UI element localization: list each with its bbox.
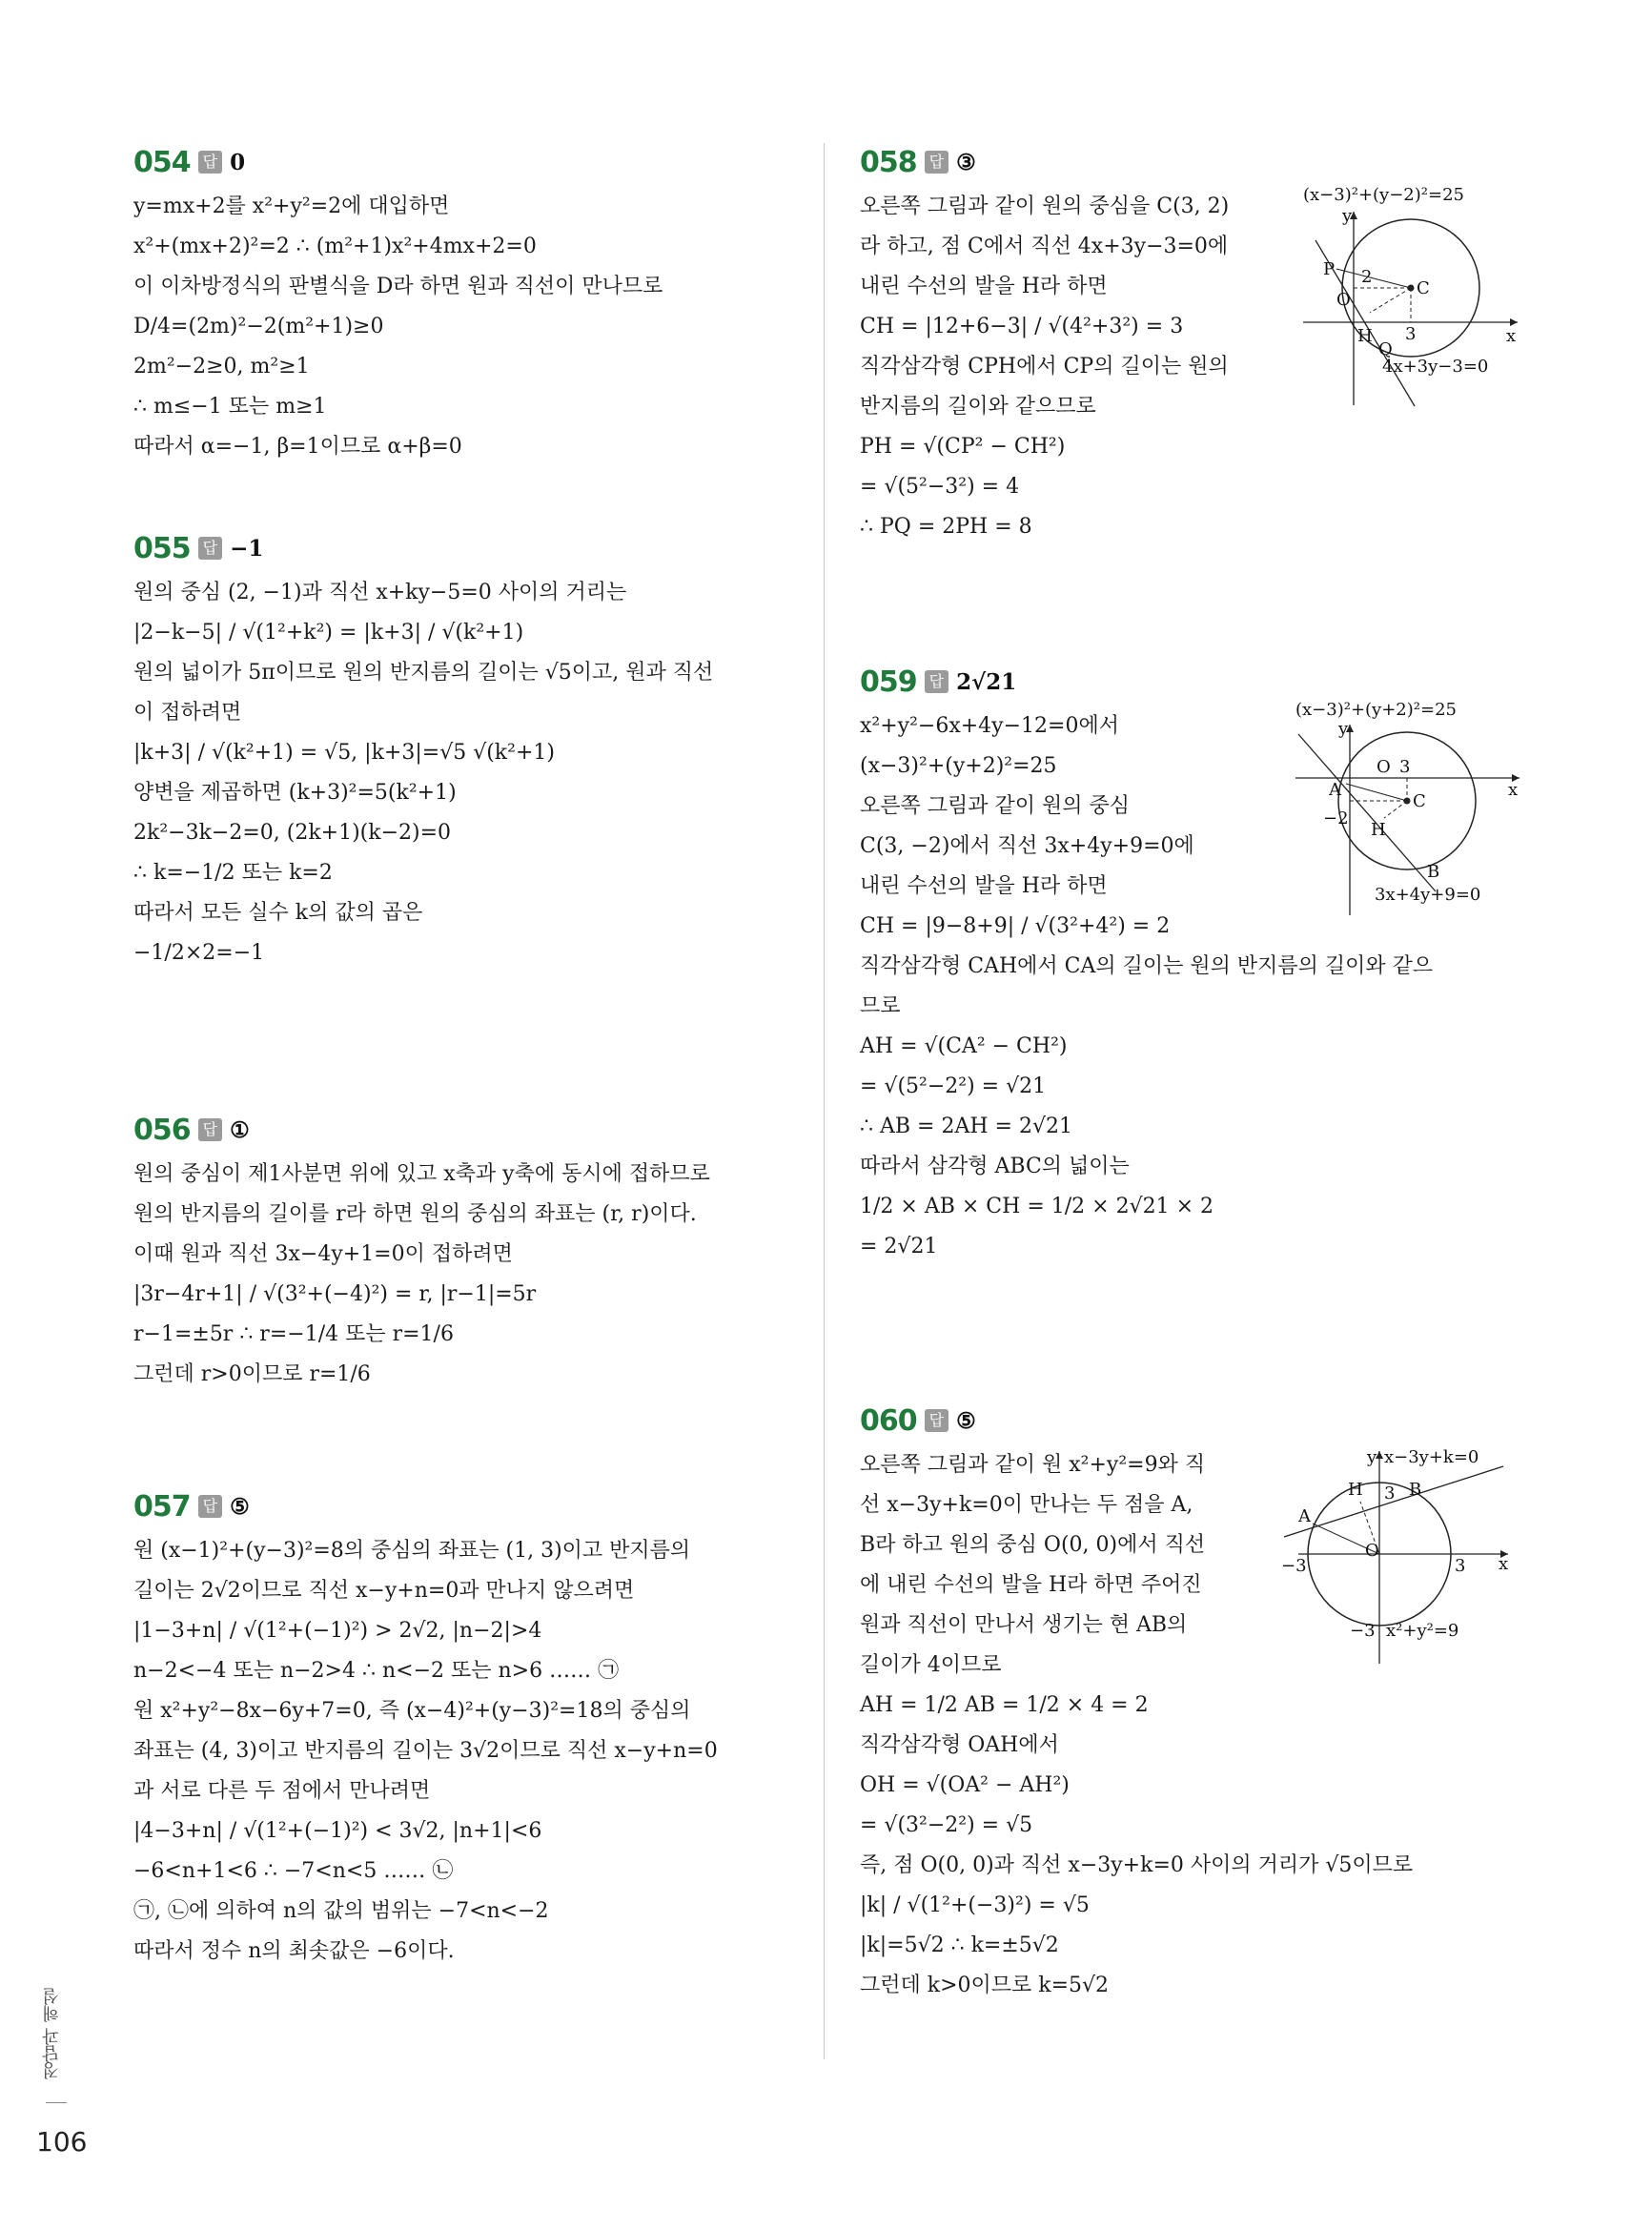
solution-line: 양변을 제곱하면 (k+3)²=5(k²+1) (133, 781, 457, 805)
solution-line: 반지름의 길이와 같으므로 (860, 395, 1096, 419)
solution-line: 원 x²+y²−8x−6y+7=0, 즉 (x−4)²+(y−3)²=18의 중심의 (133, 1699, 691, 1723)
solution-line: (x−3)²+(y+2)²=25 (860, 754, 1057, 778)
solution-line: 직각삼각형 CAH에서 CA의 길이는 원의 반지름의 길이와 같으 (860, 954, 1434, 978)
line-3x4y (1298, 734, 1436, 891)
solution-line: AH = 1/2 AB = 1/2 × 4 = 2 (860, 1693, 1149, 1717)
solution-line: = 2√21 (860, 1235, 938, 1258)
solution-line: |2−k−5| / √(1²+k²) = |k+3| / √(k²+1) (133, 621, 524, 644)
problem-header (133, 529, 791, 567)
origin-label: O (1365, 1541, 1379, 1561)
x-axis-label: x (1508, 780, 1519, 800)
answer-value: ⑤ (956, 1407, 976, 1434)
solution-line: |k|=5√2 ∴ k=±5√2 (860, 1933, 1059, 1957)
point-C-label: C (1417, 278, 1430, 298)
solution-line: = √(3²−2²) = √5 (860, 1813, 1033, 1837)
point-A-label: A (1329, 780, 1341, 800)
answer-value: 2√21 (956, 668, 1017, 695)
tick-label-3: 3 (1405, 324, 1417, 344)
problem-058 (860, 143, 1527, 547)
answer-tag: 답 (925, 670, 948, 693)
x-axis-label: x (1506, 326, 1517, 346)
solution-line: 내린 수선의 발을 H라 하면 (860, 874, 1108, 898)
problem-header (133, 143, 791, 181)
solution-line: 따라서 정수 n의 최솟값은 −6이다. (133, 1939, 455, 1963)
problem-056 (133, 1111, 791, 1395)
solution-line: x²+(mx+2)²=2 ∴ (m²+1)x²+4mx+2=0 (133, 235, 537, 258)
solution-line: 2m²−2≥0, m²≥1 (133, 355, 310, 378)
point-H-label: H (1357, 326, 1373, 346)
solution-line: OH = √(OA² − AH²) (860, 1773, 1070, 1797)
answer-value: ③ (956, 149, 976, 175)
point-C-label: C (1413, 791, 1426, 811)
solution-line: B라 하고 원의 중심 O(0, 0)에서 직선 (860, 1533, 1206, 1557)
solution-line: 내린 수선의 발을 H라 하면 (860, 275, 1108, 298)
solution-line: |1−3+n| / √(1²+(−1)²) > 2√2, |n−2|>4 (133, 1619, 542, 1643)
solution-line: PH = √(CP² − CH²) (860, 435, 1066, 459)
solution-line: 좌표는 (4, 3)이고 반지름의 길이는 3√2이므로 직선 x−y+n=0 (133, 1739, 718, 1763)
problem-header (133, 1487, 791, 1525)
solution-line: 이 이차방정식의 판별식을 D라 하면 원과 직선이 만나므로 (133, 275, 663, 298)
circle-equation-label: (x−3)²+(y−2)²=25 (1303, 185, 1464, 205)
solution-line: 그런데 k>0이므로 k=5√2 (860, 1974, 1110, 1997)
solution-line: |3r−4r+1| / √(3²+(−4)²) = r, |r−1|=5r (133, 1282, 537, 1306)
y-axis-label: y (1342, 206, 1353, 226)
solution-line: 따라서 α=−1, β=1이므로 α+β=0 (133, 435, 462, 459)
answer-tag: 답 (198, 1118, 222, 1141)
solution-line: 길이가 4이므로 (860, 1653, 1002, 1677)
solution-line: |k+3| / √(k²+1) = √5, |k+3|=√5 √(k²+1) (133, 741, 555, 765)
solution-line: 직각삼각형 OAH에서 (860, 1733, 1059, 1757)
problem-059 (860, 663, 1527, 1267)
column-divider (824, 143, 825, 2059)
footer-divider (46, 2102, 67, 2103)
figure-058-circle-line (1298, 181, 1522, 410)
solution-line: ∴ AB = 2AH = 2√21 (860, 1115, 1072, 1138)
solution-line: 에 내린 수선의 발을 H라 하면 주어진 (860, 1573, 1202, 1597)
solution-line: 이 접하려면 (133, 701, 242, 725)
problem-054 (133, 143, 791, 467)
answer-value: ① (230, 1116, 250, 1143)
x-axis-arrow-icon (1510, 318, 1518, 326)
tick-label-minus-3-bottom: −3 (1350, 1621, 1376, 1641)
tick-label-minus-3-left: −3 (1281, 1556, 1307, 1576)
page-number: 106 (36, 2126, 88, 2158)
problem-number: 056 (133, 1113, 191, 1147)
origin-label: O (1336, 290, 1351, 310)
solution-line: y=mx+2를 x²+y²=2에 대입하면 (133, 194, 450, 218)
problem-number: 054 (133, 145, 191, 179)
tick-label-3-right: 3 (1455, 1556, 1466, 1576)
segment-CA (1346, 784, 1407, 801)
answer-tag: 답 (198, 1495, 222, 1518)
solution-line: 오른쪽 그림과 같이 원의 중심을 C(3, 2) (860, 194, 1230, 218)
solution-line: 라 하고, 점 C에서 직선 4x+3y−3=0에 (860, 235, 1229, 258)
solution-line: CH = |9−8+9| / √(3²+4²) = 2 (860, 914, 1171, 938)
point-Q-label: Q (1378, 339, 1393, 359)
solution-line: 오른쪽 그림과 같이 원 x²+y²=9와 직 (860, 1453, 1206, 1477)
side-label-text: 정답과 해설 (42, 1988, 62, 2079)
line-equation-label: 4x+3y−3=0 (1382, 357, 1489, 377)
solution-line: 따라서 모든 실수 k의 값의 곱은 (133, 901, 423, 925)
solution-line: 즉, 점 O(0, 0)과 직선 x−3y+k=0 사이의 거리가 √5이므로 (860, 1853, 1414, 1877)
solution-line: ∴ PQ = 2PH = 8 (860, 515, 1032, 539)
solution-line: ∴ k=−1/2 또는 k=2 (133, 861, 333, 885)
answer-value: 0 (230, 149, 246, 175)
center-point (1408, 285, 1415, 292)
figure-060-circle-line (1279, 1449, 1522, 1678)
answer-tag: 답 (198, 151, 222, 174)
solution-line: −1/2×2=−1 (133, 941, 265, 965)
solution-line: 원의 넓이가 5π이므로 원의 반지름의 길이는 √5이고, 원과 직선 (133, 661, 714, 685)
tick-label-2: 2 (1361, 267, 1373, 287)
solution-line: 이때 원과 직선 3x−4y+1=0이 접하려면 (133, 1242, 513, 1266)
solution-line: x²+y²−6x+4y−12=0에서 (860, 714, 1119, 738)
circle-equation-label: (x−3)²+(y+2)²=25 (1295, 700, 1457, 720)
segment-CH (1370, 288, 1411, 313)
solution-line: 원의 중심이 제1사분면 위에 있고 x축과 y축에 동시에 접하므로 (133, 1162, 710, 1186)
tick-label-3-top: 3 (1384, 1483, 1396, 1504)
point-P-label: P (1323, 259, 1336, 279)
problem-number: 060 (860, 1403, 917, 1438)
solution-line: 과 서로 다른 두 점에서 만나려면 (133, 1779, 431, 1803)
answer-tag: 답 (925, 151, 948, 174)
y-axis-label: y (1367, 1449, 1377, 1467)
solution-line: 직각삼각형 CPH에서 CP의 길이는 원의 (860, 355, 1229, 378)
y-axis-arrow-icon (1376, 1451, 1383, 1459)
point-A-label: A (1298, 1506, 1311, 1526)
answer-tag: 답 (198, 537, 222, 560)
line-equation-label: 3x+4y+9=0 (1375, 885, 1481, 905)
solution-line: 그런데 r>0이므로 r=1/6 (133, 1362, 371, 1386)
circle-equation-label: x²+y²=9 (1386, 1621, 1459, 1641)
solution-line: 원의 중심 (2, −1)과 직선 x+ky−5=0 사이의 거리는 (133, 581, 627, 604)
solution-line: 2k²−3k−2=0, (2k+1)(k−2)=0 (133, 821, 452, 845)
problem-number: 058 (860, 145, 917, 179)
solution-line: ㉠, ㉡에 의하여 n의 값의 범위는 −7<n<−2 (133, 1899, 549, 1923)
segment-CP (1336, 269, 1411, 288)
problem-header (860, 1401, 1527, 1440)
solution-line: CH = |12+6−3| / √(4²+3²) = 3 (860, 315, 1184, 338)
point-B-label: B (1427, 862, 1440, 882)
solution-line: 오른쪽 그림과 같이 원의 중심 (860, 794, 1130, 818)
solution-line: ∴ m≤−1 또는 m≥1 (133, 395, 327, 419)
problem-057 (133, 1487, 791, 1972)
solution-line: |4−3+n| / √(1²+(−1)²) < 3√2, |n+1|<6 (133, 1819, 542, 1843)
y-axis-label: y (1338, 719, 1349, 739)
problem-number: 057 (133, 1489, 191, 1524)
problem-header (860, 143, 1527, 181)
answer-value: −1 (230, 535, 264, 562)
solution-line: 원 (x−1)²+(y−3)²=8의 중심의 좌표는 (1, 3)이고 반지름의 (133, 1539, 691, 1563)
solution-line: −6<n+1<6 ∴ −7<n<5 …… ㉡ (133, 1859, 454, 1883)
x-axis-label: x (1499, 1554, 1509, 1574)
solution-line: D/4=(2m)²−2(m²+1)≥0 (133, 315, 384, 338)
problem-number: 059 (860, 665, 917, 699)
tick-label-minus-2: −2 (1323, 808, 1349, 829)
solution-line: AH = √(CA² − CH²) (860, 1034, 1068, 1058)
point-H-label: H (1348, 1480, 1363, 1500)
solution-line: 길이는 2√2이므로 직선 x−y+n=0과 만나지 않으려면 (133, 1579, 635, 1603)
solution-line: r−1=±5r ∴ r=−1/4 또는 r=1/6 (133, 1322, 454, 1346)
origin-label: O (1377, 757, 1391, 777)
solution-line: 원과 직선이 만나서 생기는 현 AB의 (860, 1613, 1188, 1637)
problem-header (133, 1111, 791, 1149)
solution-line: 따라서 삼각형 ABC의 넓이는 (860, 1155, 1130, 1178)
segment-CH (1384, 801, 1407, 818)
solution-line: 므로 (860, 994, 901, 1018)
solution-line: = √(5²−3²) = 4 (860, 475, 1020, 499)
problem-number: 055 (133, 531, 191, 565)
figure-059-circle-line (1291, 696, 1524, 925)
solution-line: n−2<−4 또는 n−2>4 ∴ n<−2 또는 n>6 …… ㉠ (133, 1659, 620, 1683)
answer-value: ⑤ (230, 1493, 250, 1520)
problem-055 (133, 529, 791, 973)
side-section-label (40, 1988, 69, 2093)
solution-line: 원의 반지름의 길이를 r라 하면 원의 중심의 좌표는 (r, r)이다. (133, 1202, 697, 1226)
tick-label-3: 3 (1399, 757, 1411, 777)
solution-line: |k| / √(1²+(−3)²) = √5 (860, 1893, 1090, 1917)
point-H-label: H (1371, 820, 1386, 840)
point-B-label: B (1409, 1480, 1422, 1500)
solution-line: = √(5²−2²) = √21 (860, 1074, 1047, 1098)
center-point (1404, 798, 1411, 805)
problem-header (860, 663, 1527, 701)
answer-tag: 답 (925, 1409, 948, 1432)
solution-line: 1/2 × AB × CH = 1/2 × 2√21 × 2 (860, 1195, 1214, 1218)
line-equation-label: x−3y+k=0 (1384, 1449, 1479, 1467)
solution-line: 선 x−3y+k=0이 만나는 두 점을 A, (860, 1493, 1193, 1517)
solution-line: C(3, −2)에서 직선 3x+4y+9=0에 (860, 834, 1194, 858)
problem-060 (860, 1401, 1527, 2006)
